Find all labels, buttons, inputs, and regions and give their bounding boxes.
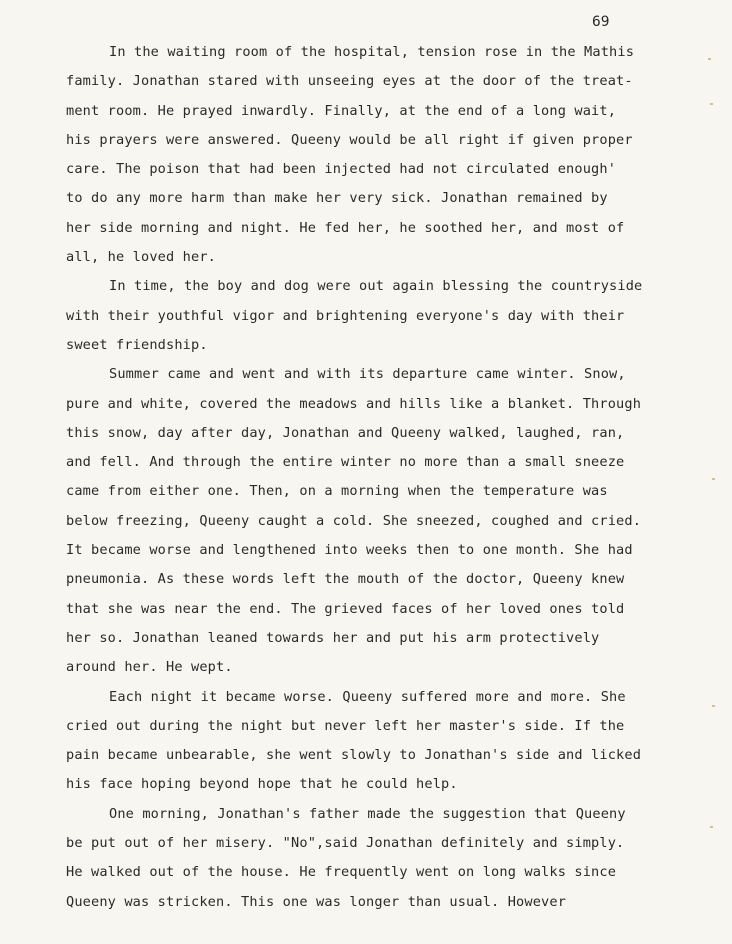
text-line: care. The poison that had been injected had not circulated enough' xyxy=(66,161,617,178)
text-line: pneumonia. As these words left the mouth of the doctor, Queeny knew xyxy=(66,571,625,588)
margin-mark xyxy=(712,478,715,480)
text-line: Each night it became worse. Queeny suffered more and more. She xyxy=(109,688,626,705)
text-line: this snow, day after day, Jonathan and Queeny walked, laughed, ran, xyxy=(66,424,625,441)
text-line: family. Jonathan stared with unseeing eyes at the door of the treat- xyxy=(66,73,633,90)
margin-mark xyxy=(710,826,713,828)
text-line: Queeny was stricken. This one was longer than usual. However xyxy=(66,893,567,910)
text-line: He walked out of the house. He frequently went on long walks since xyxy=(66,864,617,881)
text-line: came from either one. Then, on a morning when the temperature was xyxy=(66,483,608,500)
margin-mark xyxy=(712,705,715,707)
text-line: her side morning and night. He fed her, he soothed her, and most of xyxy=(66,219,625,236)
text-line: In time, the boy and dog were out again blessing the countryside xyxy=(109,278,643,295)
text-line: his face hoping beyond hope that he could help. xyxy=(66,776,458,793)
text-line: ment room. He prayed inwardly. Finally, at the end of a long wait, xyxy=(66,102,617,119)
text-line: that she was near the end. The grieved faces of her loved ones told xyxy=(66,600,625,617)
text-line: One morning, Jonathan's father made the suggestion that Queeny xyxy=(109,805,626,822)
text-line: all, he loved her. xyxy=(66,249,217,266)
margin-mark xyxy=(710,103,713,105)
text-line: around her. He wept. xyxy=(66,659,233,676)
text-line: below freezing, Queeny caught a cold. She sneezed, coughed and cried. xyxy=(66,512,642,529)
text-line: his prayers were answered. Queeny would be all right if given proper xyxy=(66,131,633,148)
text-line: to do any more harm than make her very sick. Jonathan remained by xyxy=(66,190,608,207)
text-line: Summer came and went and with its departure came winter. Snow, xyxy=(109,366,626,383)
text-line: sweet friendship. xyxy=(66,336,208,353)
text-line: It became worse and lengthened into weeks then to one month. She had xyxy=(66,542,633,559)
text-line: and fell. And through the entire winter no more than a small sneeze xyxy=(66,454,625,471)
text-line: In the waiting room of the hospital, tension rose in the Mathis xyxy=(109,44,635,60)
margin-mark xyxy=(708,58,711,60)
text-line: be put out of her misery. "No",said Jonathan definitely and simply. xyxy=(66,835,625,852)
text-line: cried out during the night but never left her master's side. If the xyxy=(66,717,625,734)
text-line: pure and white, covered the meadows and hills like a blanket. Through xyxy=(66,395,642,412)
text-line: her so. Jonathan leaned towards her and put his arm protectively xyxy=(66,629,600,646)
page-number: 69 xyxy=(592,14,610,30)
text-line: pain became unbearable, she went slowly to Jonathan's side and licked xyxy=(66,747,642,764)
body-text xyxy=(66,38,680,917)
text-line: with their youthful vigor and brightening everyone's day with their xyxy=(66,307,625,324)
